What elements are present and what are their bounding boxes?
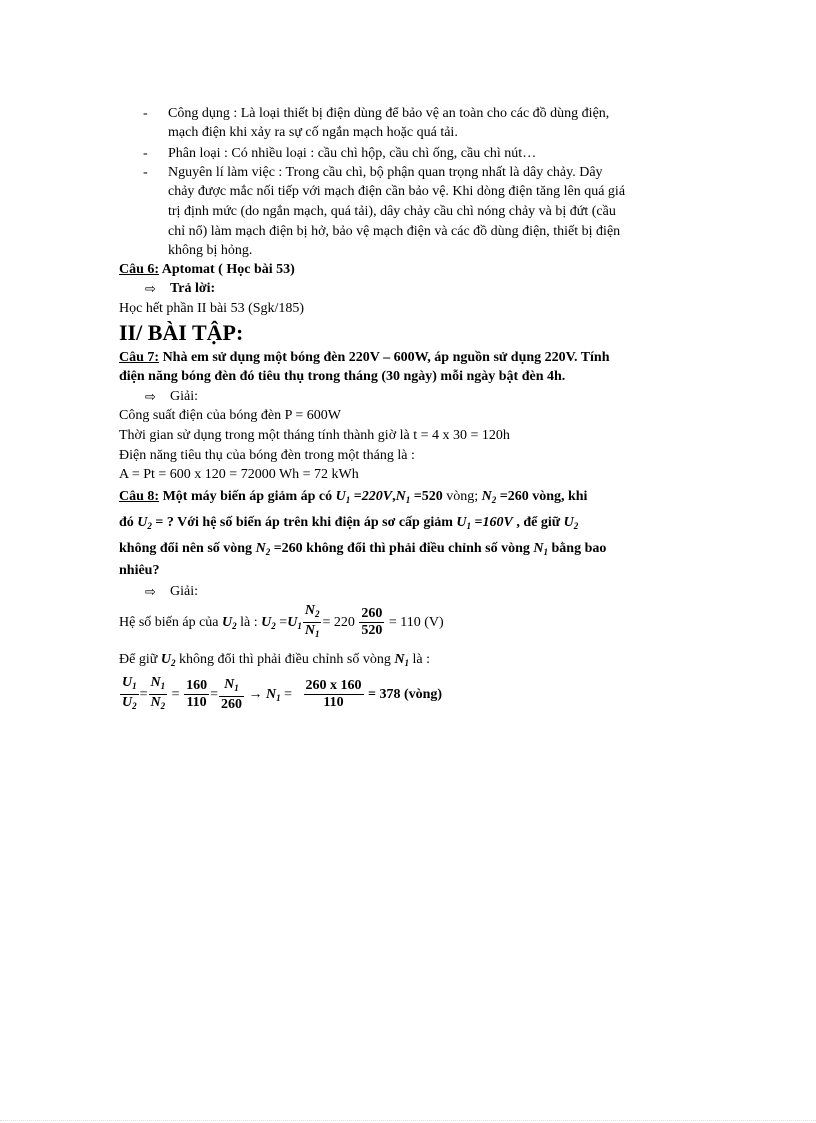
- frac-num: 160: [186, 678, 208, 694]
- bullet-dash: -: [143, 165, 148, 180]
- formula-u1: $U_1$: [287, 615, 302, 631]
- frac-num: 260: [361, 606, 383, 622]
- question-7-line-1: [119, 349, 610, 367]
- question-8-line-4: nhiêu?: [119, 563, 160, 578]
- bullet-3-line-3: trị định mức (do ngắn mạch, quá tải), dây chảy cầu chì nóng chảy và bị đứt (cầu: [168, 204, 616, 219]
- bullet-1-line-1: Công dụng : Là loại thiết bị điện dùng để bảo vệ an toàn cho các đồ dùng điện,: [168, 106, 610, 121]
- arrow-icon: ⇨: [145, 584, 156, 599]
- frac-num: 260 x 160: [305, 678, 362, 694]
- question-8-line-1: Câu 8: Một máy biến áp giảm áp có $U_1 =220V,N_1 =520$ vòng; $N_2 =260$ vòng, khi: [119, 489, 588, 505]
- frac-den: 110: [323, 695, 344, 711]
- formula-value: 260: [507, 489, 529, 504]
- q8-text: không đổi nên số vòng: [119, 541, 256, 556]
- formula-u1: $U_1$: [335, 489, 351, 505]
- frac-den: 520: [361, 623, 383, 639]
- formula-n1: $N_1$: [533, 541, 549, 557]
- formula-u2: $U_2$: [137, 515, 152, 531]
- eq-text: = 110 (V): [385, 615, 444, 630]
- equation-1: Hệ số biến áp của $U_2$ là : $U_2 =U_1$ $\frac{N_2}{N_1}$ = 220 $\frac{260}{520}$ = 110 (V): [119, 603, 444, 646]
- q8-text: không đổi thì phải điều chỉnh số vòng: [302, 541, 534, 556]
- bullet-1-line-2: mạch điện khi xảy ra sự cố ngắn mạch hoặc quá tải.: [168, 125, 458, 140]
- bullet-dash: -: [143, 146, 148, 161]
- formula-u2: $U_2$: [563, 515, 579, 531]
- question-6-answer: Học hết phần II bài 53 (Sgk/185): [119, 301, 305, 316]
- q8-text: bằng bao: [548, 541, 607, 556]
- equation-2-lead: [119, 651, 430, 672]
- q8-text: , để giữ: [512, 515, 564, 530]
- formula-u2: $U_2$: [160, 652, 176, 668]
- formula-value: 260: [281, 541, 303, 556]
- question-8-label: Câu 8:: [119, 489, 160, 504]
- implies-arrow-icon: →: [248, 687, 263, 702]
- eq-value: 220: [333, 615, 355, 630]
- question-8-line-2: đó $U_2$ = ? Với hệ số biến áp trên khi điện áp sơ cấp giảm $U_1 =160V$ , để giữ $U_2$: [119, 515, 579, 531]
- fraction-160-110: [184, 678, 209, 711]
- q8-text: Một máy biến áp giảm áp có: [159, 489, 336, 504]
- bullet-dash: -: [143, 106, 148, 121]
- question-7-text: Nhà em sử dụng một bóng đèn 220V – 600W, áp nguồn sử dụng 220V. Tính: [159, 350, 610, 365]
- formula-u2: $U_2$: [222, 615, 237, 631]
- formula-n1: $N_1$: [265, 687, 281, 703]
- solution-line-1: Công suất điện của bóng đèn P = 600W: [119, 408, 342, 423]
- solution-line-3: Điện năng tiêu thụ của bóng đèn trong một tháng là :: [119, 448, 415, 463]
- formula-value: 160V: [482, 515, 513, 530]
- frac-den: 110: [186, 695, 207, 711]
- fraction-n2-n1: $\frac{N_2}{N_1}$: [304, 603, 320, 640]
- bullet-3-line-2: chảy được mắc nối tiếp với mạch điện cần bảo vệ. Khi dòng điện tăng lên quá giá: [168, 184, 626, 199]
- question-7-line-2: điện năng bóng đèn đó tiêu thụ trong tháng (30 ngày) mỗi ngày bật đèn 4h.: [119, 369, 566, 384]
- formula-n1: $N_1$: [394, 652, 409, 668]
- arrow-icon: ⇨: [145, 389, 156, 404]
- question-7-label: Câu 7:: [119, 350, 160, 365]
- formula-value: 220V: [361, 489, 393, 504]
- eq-text: Để giữ: [119, 652, 161, 667]
- formula-u1: $U_1$: [456, 515, 471, 531]
- bullet-3-line-4: chỉ nổ) làm mạch điện bị hở, bảo vệ mạch điện và các đồ dùng điện, thiết bị điện: [168, 224, 621, 239]
- formula-n2: $N_2$: [481, 489, 497, 505]
- formula-value: 520: [421, 489, 443, 504]
- result-text: = 378 (vòng): [364, 687, 443, 702]
- bullet-3-line-1: Nguyên lí làm việc : Trong cầu chì, bộ phận quan trọng nhất là dây chảy. Dây: [168, 165, 603, 180]
- fraction-260-520: [359, 606, 384, 639]
- solution-label: Giải:: [170, 584, 198, 599]
- fraction-n1-260: $\frac{N_1}{260}$: [220, 676, 242, 712]
- question-6-label: Câu 6:: [119, 262, 160, 277]
- bullet-2-line-1: Phân loại : Có nhiều loại : cầu chì hộp, cầu chì ống, cầu chì nút…: [168, 146, 537, 161]
- solution-line-4: A = Pt = 600 x 120 = 72000 Wh = 72 kWh: [119, 467, 359, 482]
- formula-n2: $N_2$: [255, 541, 271, 557]
- arrow-icon: ⇨: [145, 281, 156, 296]
- answer-label: Trả lời:: [170, 281, 216, 296]
- q8-text: = ?: [151, 515, 178, 530]
- eq-text: Hệ số biến áp của: [119, 615, 223, 630]
- q8-text: vòng, khi: [528, 489, 588, 504]
- eq-text: là :: [236, 615, 262, 630]
- frac-den: 260: [220, 696, 242, 712]
- question-8-line-3: không đổi nên số vòng $N_2 =260$ không đổi thì phải điều chỉnh số vòng $N_1$ bằng bao: [119, 541, 607, 557]
- section-heading: II/ BÀI TẬP:: [119, 320, 244, 345]
- fraction-u1-u2: $\frac{U_1}{U_2}$: [122, 675, 137, 712]
- solution-line-2: Thời gian sử dụng trong một tháng tính thành giờ là t = 4 x 30 = 120h: [119, 428, 510, 443]
- q8-text: vòng;: [442, 489, 482, 504]
- equation-2: $\frac{U_1}{U_2}$ = $\frac{N_1}{N_2}$ = $\frac{160}{110}$ = $\frac{N_1}{260}$ → $N_1$ = $\frac{260 x 160}{110}$ = 378 (vòng): [119, 672, 442, 721]
- formula-u2: $U_2$: [261, 615, 276, 631]
- q8-text: đó: [119, 515, 138, 530]
- bullet-3-line-5: không bị hỏng.: [168, 243, 253, 258]
- eq-text: là :: [409, 652, 430, 667]
- q8-text: Với hệ số biến áp trên khi điện áp sơ cấp giảm: [177, 515, 457, 530]
- fraction-n1-n2: $\frac{N_1}{N_2}$: [150, 675, 166, 712]
- eq-text: không đổi thì phải điều chỉnh số vòng: [175, 652, 395, 667]
- page-bottom-border: [0, 1120, 816, 1121]
- formula-n1: $N_1$: [395, 489, 411, 505]
- question-6-title: Aptomat ( Học bài 53): [159, 262, 295, 277]
- solution-label: Giải:: [170, 389, 198, 404]
- fraction-result: [304, 678, 364, 711]
- question-6: [119, 261, 295, 279]
